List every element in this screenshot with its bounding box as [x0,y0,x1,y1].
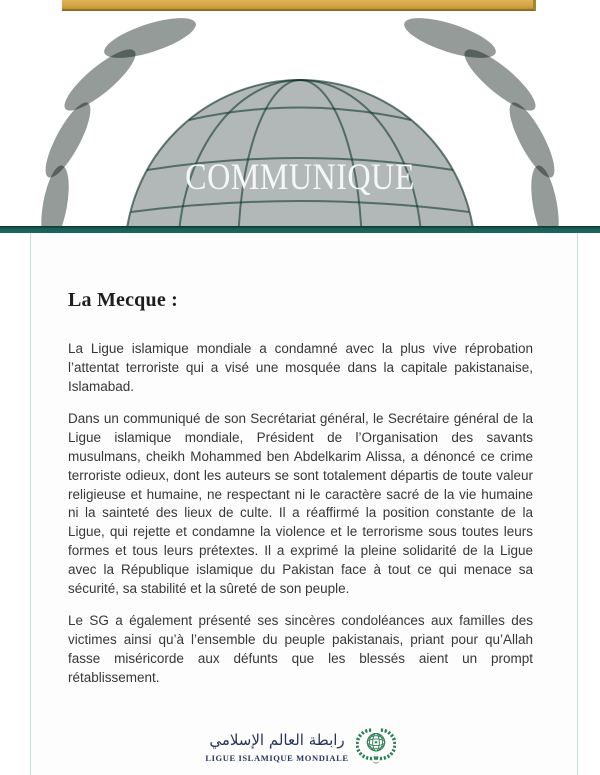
communique-paragraph: Dans un communiqué de son Secrétariat général, le Secrétaire général de la Ligue islamique mondiale, Président de l’Organisation des savants musulmans, cheikh Mohammed ben Abdelkarim Alissa, a dénoncé ce crime terroriste odieux, dont les auteurs se sont totalement départis de toute valeur religieuse et humaine, ne respectant ni le caractère sacré de la vie humaine ni la sainteté des lieux de culte. Il a réaffirmé la position constante de la Ligue, qui rejette et condamne la violence et le terrorisme sous toutes leurs formes et tous leurs prétextes. Il a exprimé la pleine solidarité de la Ligue avec la République islamique du Pakistan face à tout ce qui menace sa sécurité, sa stabilité et la sûreté de son peuple. [68,411,533,596]
league-logo [68,724,533,768]
communique-card [30,233,578,775]
communique-title: COMMUNIQUE [185,157,415,198]
communique-paragraph: La Ligue islamique mondiale a condamné avec la plus vive réprobation l’attentat terroriste qui a visé une mosquée dans la capitale pakistanaise, Islamabad. [68,341,533,394]
league-emblem-icon [356,724,396,768]
communique-paragraph: Le SG a également présenté ses sincères condoléances aux familles des victimes ainsi qu’à l’ensemble du peuple pakistanais, priant pour qu’Allah fasse miséricorde aux défunts que les blessés aient un prompt rétablissement. [68,613,533,685]
league-logo-text [205,729,348,763]
logo-caption: LIGUE ISLAMIQUE MONDIALE [205,752,349,763]
dateline: La Mecque : [68,289,178,311]
logo-arabic-name: رابطة العالم الإسلامي [209,730,345,749]
header-divider [0,226,600,233]
header-banner [0,0,600,226]
